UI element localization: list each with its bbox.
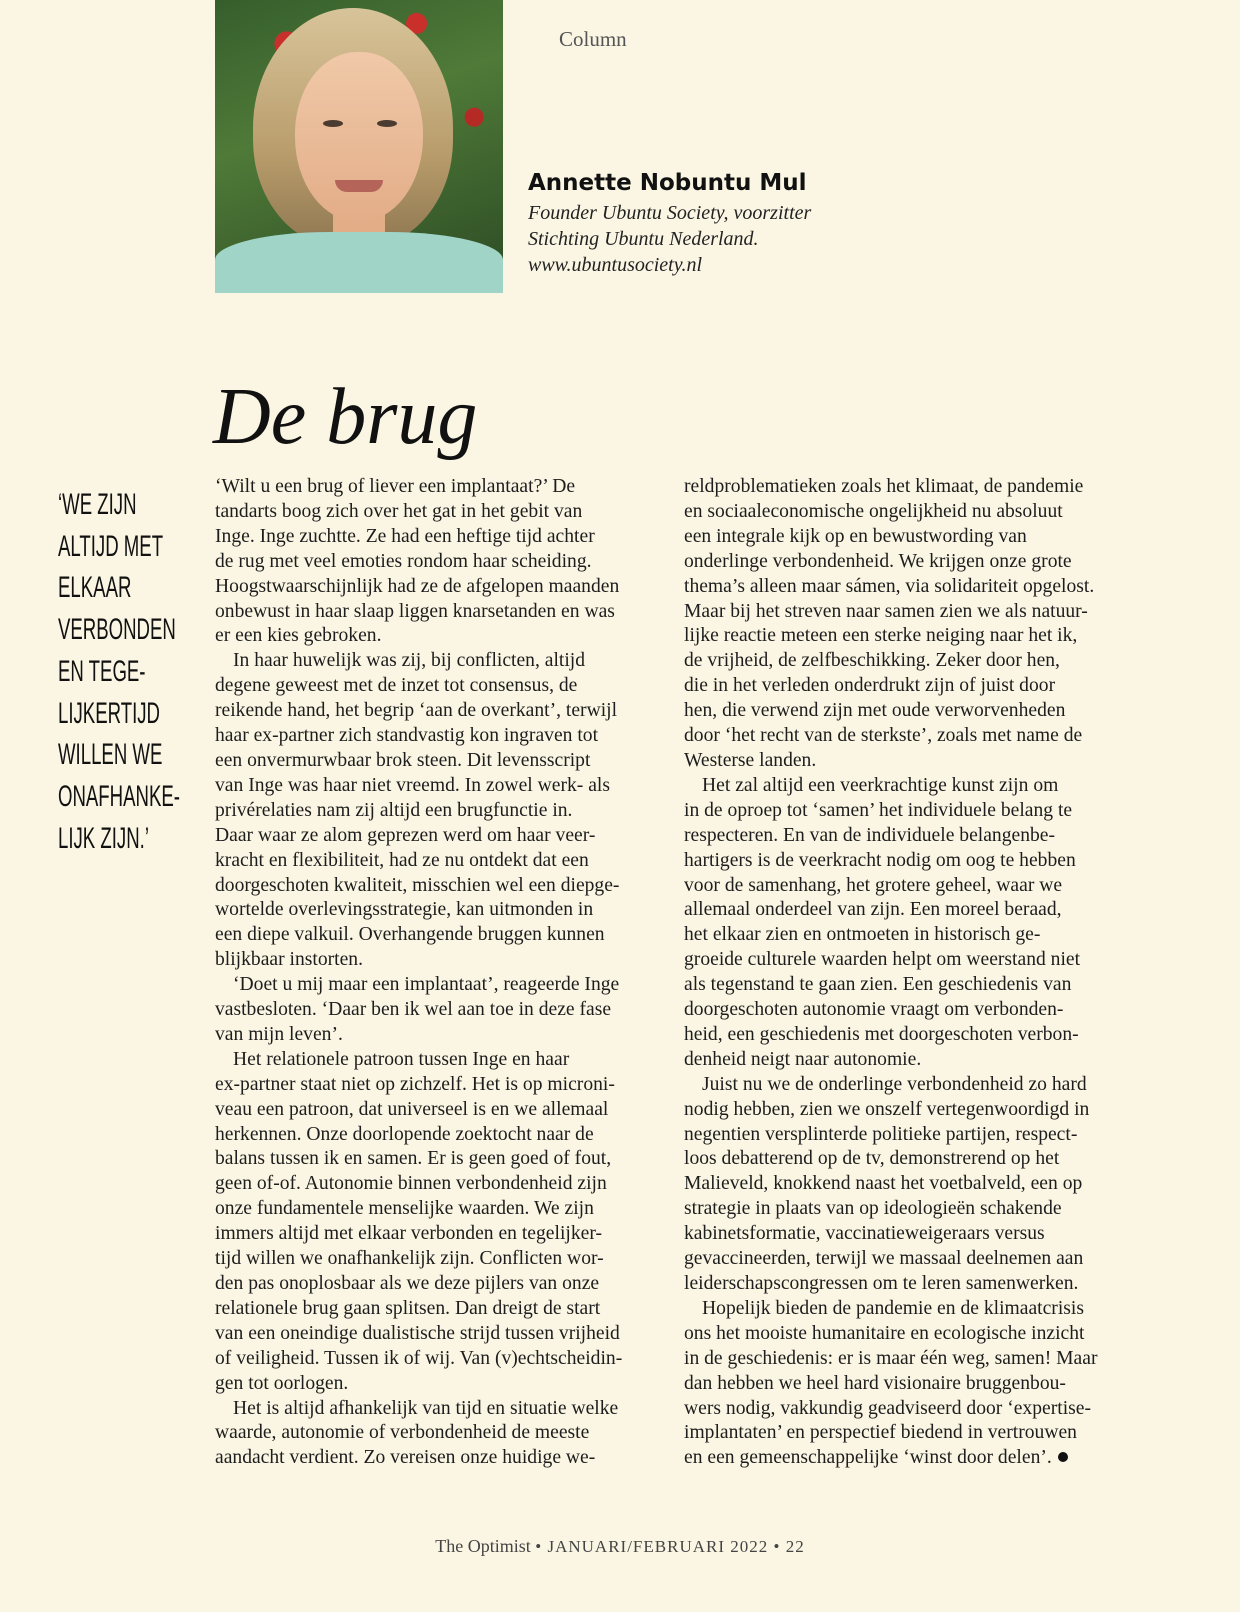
- body-text-line: de rug met veel emoties rondom haar scheiding.: [215, 550, 592, 572]
- article-column-1: [215, 475, 622, 1471]
- body-text-line: allemaal onderdeel van zijn. Een moreel beraad,: [684, 899, 1062, 921]
- body-text-line: tijd willen we onafhankelijk zijn. Conflicten wor-: [215, 1248, 604, 1270]
- body-text-line: heid, een geschiedenis met doorgeschoten verbon-: [684, 1023, 1079, 1045]
- body-text-line: immers altijd met elkaar verbonden en tegelijker-: [215, 1223, 602, 1245]
- body-text-line: Het is altijd afhankelijk van tijd en situatie welke: [233, 1397, 619, 1419]
- section-label: Column: [559, 27, 627, 51]
- body-text-line: hen, die verwend zijn met oude verworvenheden: [684, 700, 1066, 722]
- pull-quote-line: ONAFHANKE-: [58, 779, 180, 813]
- body-text-line: Het zal altijd een veerkrachtige kunst zijn om: [702, 774, 1059, 796]
- body-text-line: negentien versplinterde politieke partijen, respect-: [684, 1123, 1078, 1145]
- body-text-line: relationele brug gaan splitsen. Dan dreigt de start: [215, 1297, 601, 1319]
- body-text-line: waarde, autonomie of verbondenheid de meeste: [215, 1422, 590, 1444]
- body-text-line: er een kies gebroken.: [215, 625, 382, 647]
- body-text-line: onderlinge verbondenheid. We krijgen onze grote: [684, 550, 1072, 572]
- body-text-line: doorgeschoten kwaliteit, misschien wel een diepge-: [215, 874, 620, 896]
- body-text-line: kracht en flexibiliteit, had ze nu ontdekt dat een: [215, 849, 589, 871]
- body-text-line: aandacht verdient. Zo vereisen onze huidige we-: [215, 1447, 596, 1469]
- body-text-line: thema’s alleen maar sámen, via solidariteit opgelost.: [684, 575, 1095, 597]
- body-text-line: Hoogstwaarschijnlijk had ze de afgelopen maanden: [215, 575, 620, 597]
- end-mark-icon: [1058, 1452, 1068, 1462]
- body-text-line: gevaccineerden, terwijl we massaal deelnemen aan: [684, 1248, 1084, 1270]
- body-text-line: Inge. Inge zuchtte. Ze had een heftige tijd achter: [215, 525, 595, 547]
- body-text-line: den pas onoplosbaar als we deze pijlers van onze: [215, 1273, 600, 1294]
- body-text-line: kabinetsformatie, vaccinatieweigeraars versus: [684, 1223, 1045, 1245]
- body-text-line: van Inge was haar niet vreemd. In zowel werk- als: [215, 774, 610, 796]
- body-text-line: Juist nu we de onderlinge verbondenheid zo hard: [702, 1073, 1087, 1095]
- pull-quote: [58, 484, 180, 859]
- body-text-line: door ‘het recht van de sterkste’, zoals met name de: [684, 725, 1083, 747]
- pull-quote-line: LIJK ZIJN.’: [58, 821, 149, 855]
- body-text-line: als tegenstand te gaan zien. Een geschiedenis van: [684, 974, 1072, 996]
- body-text-line: onze fundamentele menselijke waarden. We zijn: [215, 1198, 594, 1220]
- body-text-line: respecteren. En van de individuele belangenbe-: [684, 824, 1056, 846]
- body-text-line: voor de samenhang, het grotere geheel, waar we: [684, 874, 1063, 896]
- body-text-line: reldproblematieken zoals het klimaat, de pandemie: [684, 476, 1084, 497]
- body-text-line: onbewust in haar slaap liggen knarsetanden en was: [215, 600, 615, 622]
- body-text-line: nodig hebben, zien we onszelf vertegenwoordigd in: [684, 1098, 1090, 1120]
- article-column-2: [684, 475, 1097, 1471]
- body-text-line: degene geweest met de inzet tot consensus, de: [215, 675, 578, 697]
- body-text-line: lijke reactie meteen een sterke neiging naar het ik,: [684, 625, 1078, 647]
- page-footer: [0, 1536, 1240, 1557]
- body-text-line: dan hebben we heel hard visionaire bruggenbou-: [684, 1372, 1066, 1394]
- body-text-line: die in het verleden onderdrukt zijn of juist door: [684, 675, 1056, 697]
- body-text-line: Daar waar ze alom geprezen werd om haar veer-: [215, 824, 596, 846]
- body-text-line: de vrijheid, de zelfbeschikking. Zeker door hen,: [684, 650, 1060, 672]
- pull-quote-line: ELKAAR: [58, 571, 132, 605]
- pull-quote-line: LIJKERTIJD: [58, 696, 160, 730]
- body-text-line: groeide culturele waarden helpt om weerstand niet: [684, 949, 1081, 971]
- author-block: [528, 170, 811, 278]
- author-role: Founder Ubuntu Society, voorzitter: [528, 202, 812, 224]
- body-text-line: Malieveld, knokkend naast het voetbalveld, een op: [684, 1173, 1083, 1195]
- body-text-line: geen of-of. Autonomie binnen verbondenheid zijn: [215, 1173, 607, 1195]
- body-text-line: ex-partner staat niet op zichzelf. Het is op microni-: [215, 1073, 615, 1095]
- pull-quote-line: WILLEN WE: [58, 738, 163, 772]
- body-text-line: hartigers is de veerkracht nodig om oog te hebben: [684, 849, 1076, 871]
- body-text-line: ‘Doet u mij maar een implantaat’, reageerde Inge: [233, 974, 620, 996]
- body-text-line: veau een patroon, dat universeel is en we allemaal: [215, 1098, 609, 1120]
- article-title: De brug: [213, 373, 478, 461]
- body-text-line: in de oproep tot ‘samen’ het individuele belang te: [684, 799, 1073, 821]
- body-text-line: Westerse landen.: [684, 749, 817, 771]
- body-text-line: implantaten’ en perspectief biedend in vertrouwen: [684, 1422, 1077, 1444]
- body-text-line: een onvermurwbaar brok steen. Dit levensscript: [215, 749, 591, 771]
- body-text-line: vastbesloten. ‘Daar ben ik wel aan toe in deze fase: [215, 999, 612, 1021]
- body-text-line: van mijn leven’.: [215, 1023, 343, 1045]
- body-text-line: in de geschiedenis: er is maar één weg, samen! Maar: [684, 1347, 1098, 1369]
- author-website: www.ubuntusociety.nl: [528, 254, 703, 276]
- body-text-line: leiderschapscongressen om te leren samenwerken.: [684, 1273, 1079, 1294]
- author-photo: [215, 0, 503, 293]
- body-text-line: ons het mooiste humanitaire en ecologische inzicht: [684, 1322, 1085, 1344]
- body-text-line: denheid neigt naar autonomie.: [684, 1048, 922, 1070]
- author-name: Annette Nobuntu Mul: [528, 170, 807, 196]
- body-text-line: haar ex-partner zich standvastig kon ingraven tot: [215, 725, 599, 747]
- body-text-line: loos debatterend op de tv, demonstrerend op het: [684, 1148, 1060, 1170]
- body-text-line: of veiligheid. Tussen ik of wij. Van (v)echtscheidin-: [215, 1347, 623, 1369]
- body-text-line: wers nodig, vakkundig geadviseerd door ‘expertise-: [684, 1397, 1091, 1419]
- body-text-line: tandarts boog zich over het gat in het gebit van: [215, 500, 583, 522]
- body-text-line: Het relationele patroon tussen Inge en haar: [233, 1048, 570, 1070]
- body-text-line: wortelde overlevingsstrategie, kan uitmonden in: [215, 899, 594, 921]
- author-organisation: Stichting Ubuntu Nederland.: [528, 228, 759, 250]
- body-text-line: ‘Wilt u een brug of liever een implantaat?’ De: [215, 476, 576, 497]
- body-text-line: blijkbaar instorten.: [215, 949, 364, 971]
- pull-quote-line: ALTIJD MET: [58, 529, 164, 563]
- issue-info: • JANUARI/FEBRUARI 2022 • 22: [535, 1537, 805, 1556]
- pull-quote-line: ‘WE ZIJN: [58, 488, 137, 521]
- body-text-line: herkennen. Onze doorlopende zoektocht naar de: [215, 1123, 594, 1145]
- body-text-line: het elkaar zien en ontmoeten in historisch ge-: [684, 924, 1041, 946]
- body-text-line: van een oneindige dualistische strijd tussen vrijheid: [215, 1322, 620, 1344]
- body-text-line: privérelaties nam zij altijd een brugfunctie in.: [215, 799, 573, 821]
- body-text-line: balans tussen ik en samen. Er is geen goed of fout,: [215, 1148, 612, 1170]
- body-text-line: doorgeschoten autonomie vraagt om verbonden-: [684, 999, 1064, 1021]
- body-text-line: een integrale kijk op en bewustwording van: [684, 525, 1027, 547]
- body-text-line: en een gemeenschappelijke ‘winst door delen’.: [684, 1446, 1097, 1471]
- body-text-line: Hopelijk bieden de pandemie en de klimaatcrisis: [702, 1297, 1084, 1319]
- body-text-line: strategie in plaats van op ideologieën schakende: [684, 1198, 1062, 1220]
- body-text-line: In haar huwelijk was zij, bij conflicten, altijd: [233, 650, 586, 672]
- body-text-line: en sociaaleconomische ongelijkheid nu absoluut: [684, 500, 1063, 522]
- magazine-name: The Optimist: [435, 1536, 531, 1556]
- body-text-line: een diepe valkuil. Overhangende bruggen kunnen: [215, 924, 605, 946]
- body-text-line: gen tot oorlogen.: [215, 1372, 349, 1394]
- pull-quote-line: EN TEGE-: [58, 654, 146, 688]
- body-text-line: reikende hand, het begrip ‘aan de overkant’, terwijl: [215, 700, 618, 722]
- pull-quote-line: VERBONDEN: [58, 613, 176, 647]
- body-text-line: Maar bij het streven naar samen zien we als natuur-: [684, 600, 1088, 622]
